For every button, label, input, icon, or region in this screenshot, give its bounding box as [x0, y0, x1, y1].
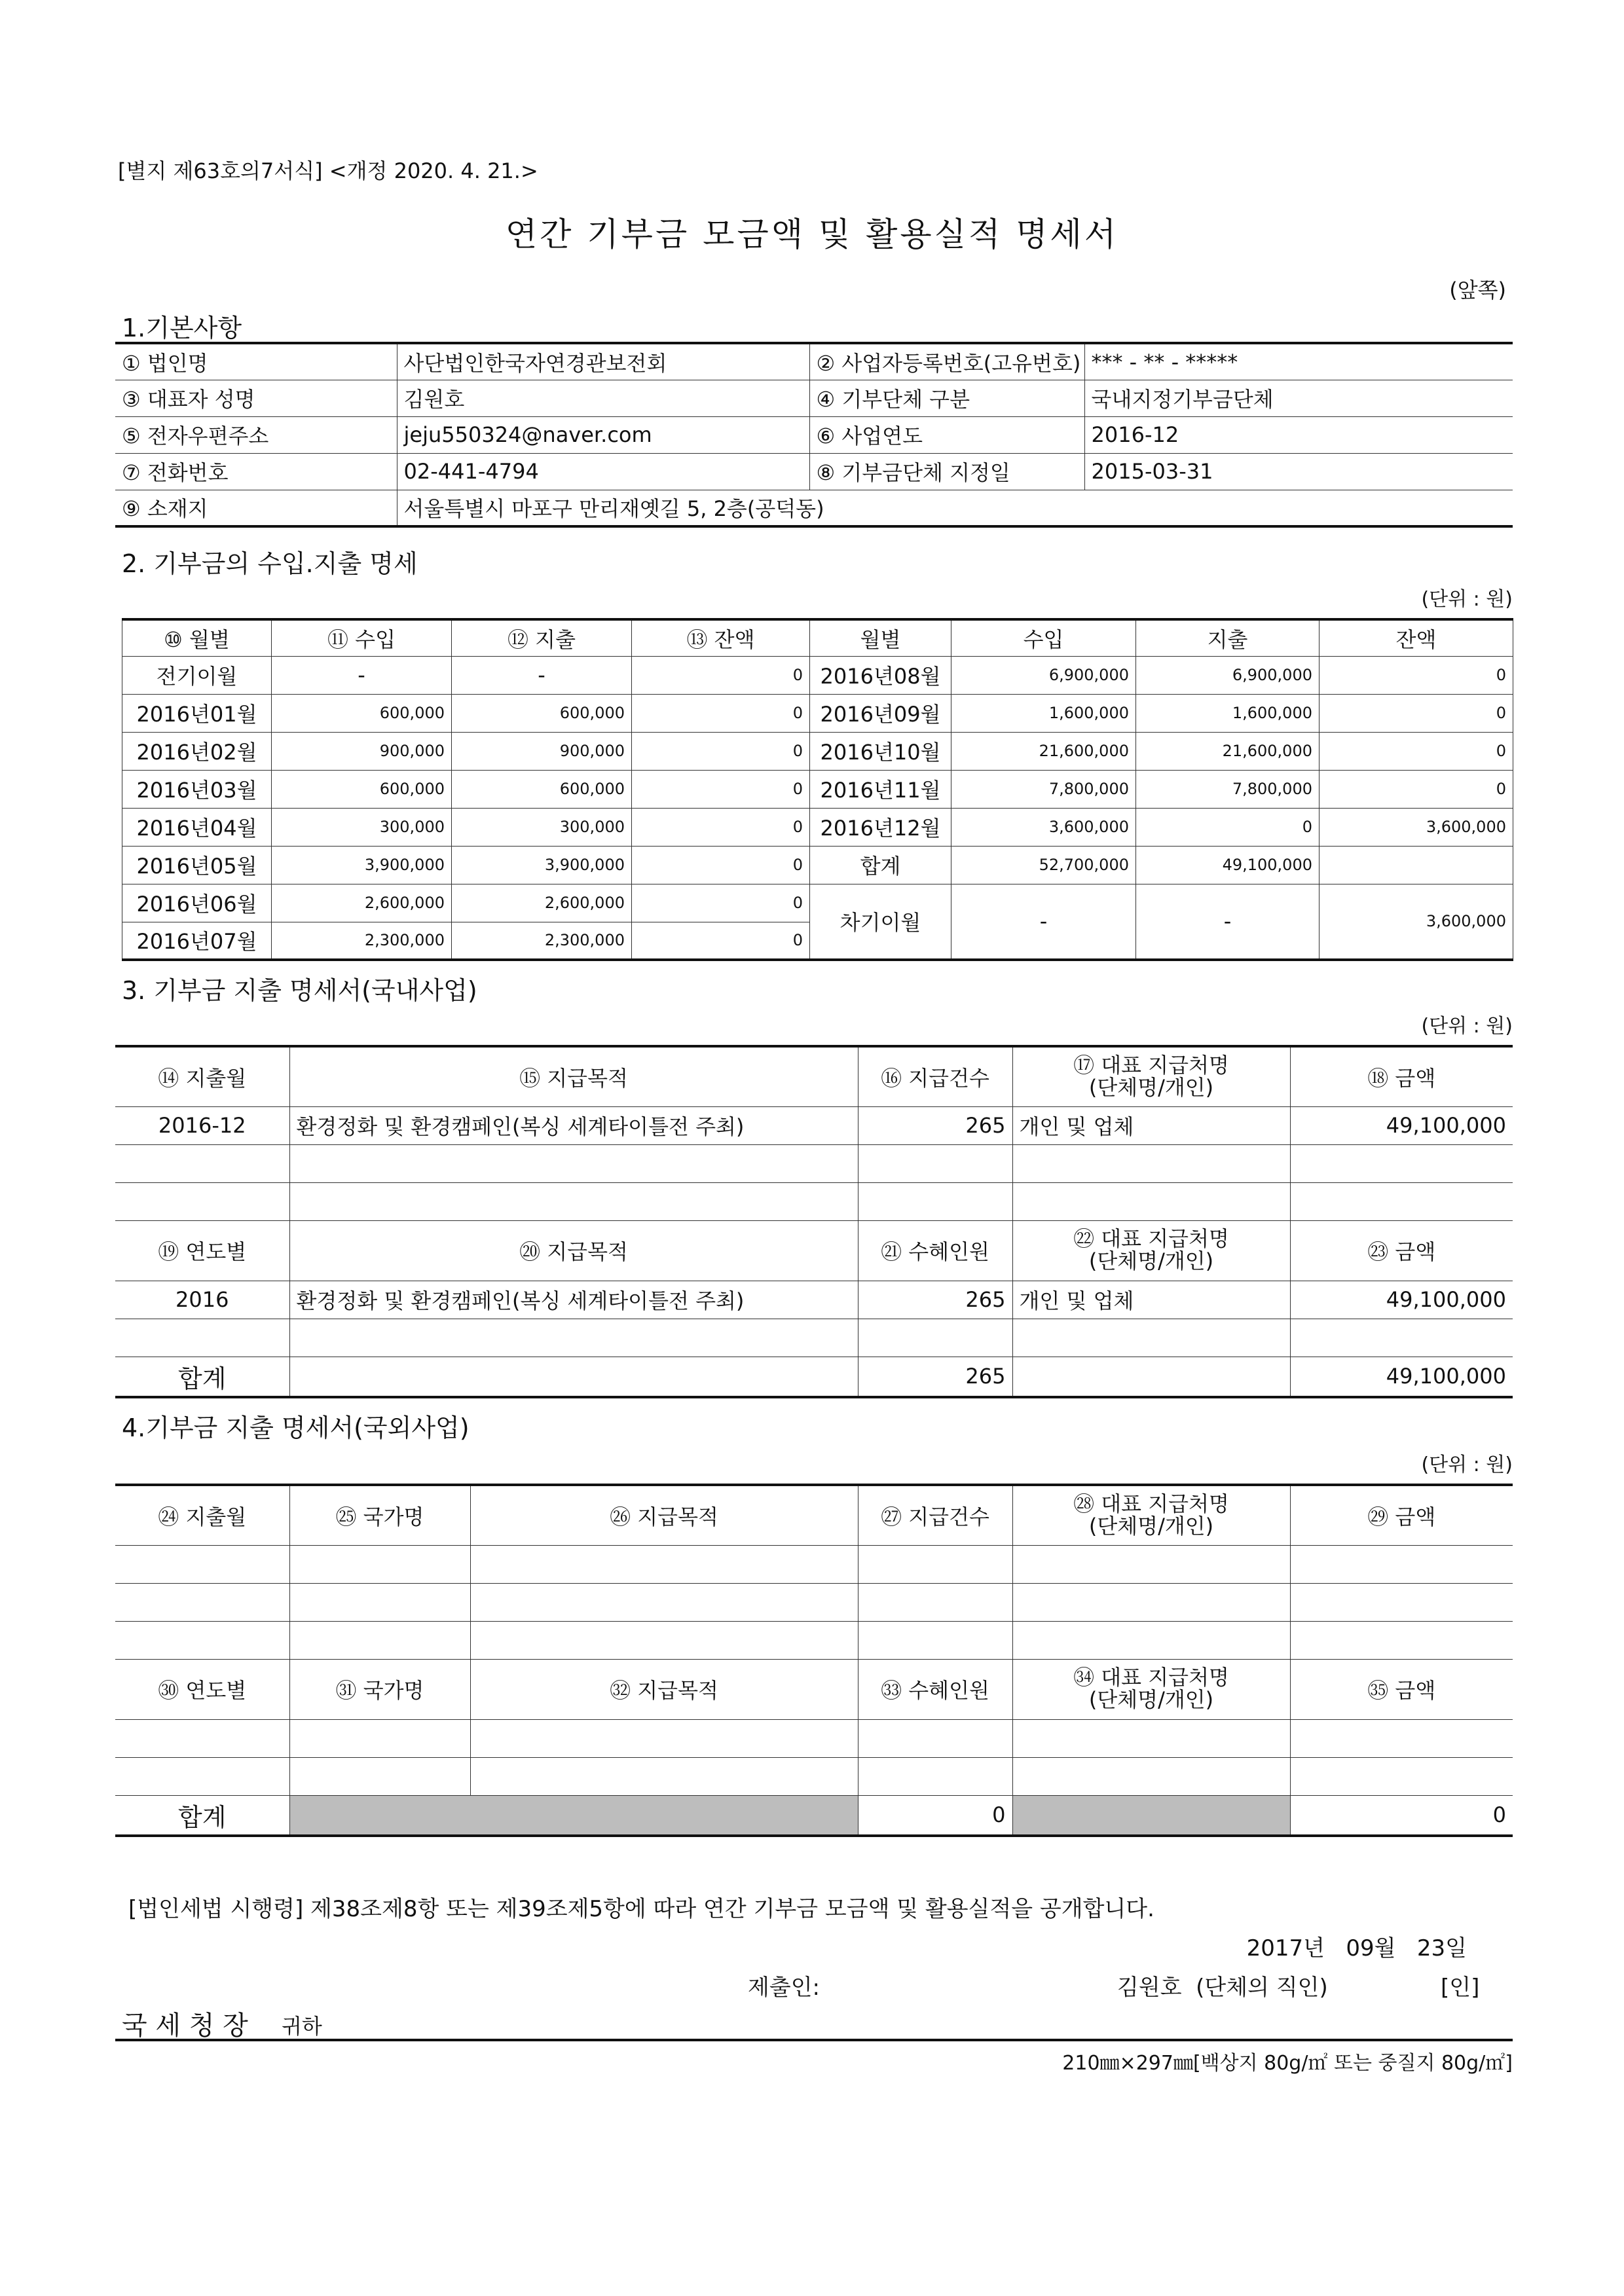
col-header	[1012, 1046, 1290, 1106]
submission-date: 2017년 09월 23일	[1246, 1935, 1467, 1961]
expense-cell: 7,800,000	[1136, 770, 1320, 808]
col-header: ㉟ 금액	[1290, 1659, 1513, 1719]
col-header	[1012, 1485, 1290, 1545]
table-row	[122, 884, 1513, 922]
income-cell: 3,600,000	[951, 808, 1136, 846]
value: jeju550324@naver.com	[397, 416, 809, 453]
balance-cell: 0	[632, 770, 810, 808]
expense-cell: 1,600,000	[1136, 694, 1320, 732]
unit-label: (단위 : 원)	[1421, 588, 1513, 611]
expense-cell: 2,600,000	[452, 884, 632, 922]
purpose-cell: 환경정화 및 환경캠페인(복싱 세계타이틀전 주최)	[289, 1106, 858, 1144]
table-row	[115, 1144, 1513, 1182]
expense-cell: 0	[1136, 808, 1320, 846]
col-header: ㉖ 지급목적	[470, 1485, 858, 1545]
paper-spec: 210㎜×297㎜[백상지 80g/㎡ 또는 중질지 80g/㎡]	[1062, 2052, 1513, 2075]
month-cell: 2016년09월	[810, 694, 951, 732]
total-label: 합계	[115, 1795, 289, 1836]
submitter-name: 김원호 (단체의 직인)	[1117, 1975, 1328, 2001]
info-row	[115, 343, 1513, 380]
table-header-row	[115, 1046, 1513, 1106]
month-cell: 2016년07월	[122, 922, 272, 960]
table-row	[115, 1182, 1513, 1220]
domestic-expense-table	[115, 1045, 1513, 1398]
income-cell: 2,600,000	[272, 884, 452, 922]
table-row	[122, 846, 1513, 884]
total-count: 265	[858, 1357, 1012, 1397]
section3-heading: 3. 기부금 지출 명세서(국내사업)	[122, 976, 477, 1005]
income-total: 52,700,000	[951, 846, 1136, 884]
col-header: ⑪ 수입	[272, 619, 452, 656]
total-row	[115, 1357, 1513, 1397]
table-row	[115, 1545, 1513, 1583]
section4-heading: 4.기부금 지출 명세서(국외사업)	[122, 1413, 470, 1442]
col-header	[1012, 1659, 1290, 1719]
balance-cell: 0	[632, 884, 810, 922]
income-cell: 600,000	[272, 694, 452, 732]
col-header-line: ㉘ 대표 지급처명	[1073, 1491, 1229, 1517]
label: ⑤ 전자우편주소	[115, 416, 397, 453]
table-row	[122, 770, 1513, 808]
table-header-row	[115, 1220, 1513, 1281]
unit-label: (단위 : 원)	[1421, 1015, 1513, 1038]
expense-cell: 900,000	[452, 732, 632, 770]
balance-cell: 0	[1320, 770, 1513, 808]
col-header: ⑳ 지급목적	[289, 1220, 858, 1281]
income-cell: 1,600,000	[951, 694, 1136, 732]
month-cell: 2016년01월	[122, 694, 272, 732]
label: ③ 대표자 성명	[115, 380, 397, 416]
info-row	[115, 490, 1513, 526]
info-row	[115, 380, 1513, 416]
honorific: 귀하	[282, 2014, 322, 2039]
col-header: 수입	[951, 619, 1136, 656]
label: ① 법인명	[115, 343, 397, 380]
col-header: ⑬ 잔액	[632, 619, 810, 656]
month-cell: 2016년11월	[810, 770, 951, 808]
month-cell: 2016년12월	[810, 808, 951, 846]
income-cell: 300,000	[272, 808, 452, 846]
col-header: ㉕ 국가명	[289, 1485, 470, 1545]
col-header: ㉙ 금액	[1290, 1485, 1513, 1545]
col-header: ㉛ 국가명	[289, 1659, 470, 1719]
info-row	[115, 416, 1513, 453]
label: ④ 기부단체 구분	[809, 380, 1084, 416]
table-row	[115, 1281, 1513, 1319]
table-header-row	[115, 1659, 1513, 1719]
total-row	[115, 1795, 1513, 1836]
label: ⑦ 전화번호	[115, 453, 397, 490]
value: 2016-12	[1084, 416, 1513, 453]
col-header: ㉗ 지급건수	[858, 1485, 1012, 1545]
recipient-title: 국 세 청 장	[122, 2011, 248, 2041]
shaded-cell	[289, 1795, 858, 1836]
expense-cell: 2,300,000	[452, 922, 632, 960]
col-header: ㉚ 연도별	[115, 1659, 289, 1719]
section2-heading: 2. 기부금의 수입.지출 명세	[122, 549, 418, 578]
expense-cell: -	[452, 656, 632, 694]
expense-cell: 300,000	[452, 808, 632, 846]
balance-cell: 0	[632, 694, 810, 732]
col-header: ⑩ 월별	[122, 619, 272, 656]
label: ② 사업자등록번호(고유번호)	[809, 343, 1084, 380]
expense-cell: 600,000	[452, 770, 632, 808]
col-header: 월별	[810, 619, 951, 656]
table-row	[115, 1719, 1513, 1757]
table-row	[115, 1583, 1513, 1621]
balance-cell: 0	[632, 656, 810, 694]
balance-cell: 0	[1320, 732, 1513, 770]
carry-forward-balance: 3,600,000	[1320, 884, 1513, 960]
table-row	[122, 694, 1513, 732]
expense-cell: 3,900,000	[452, 846, 632, 884]
balance-cell	[1320, 846, 1513, 884]
income-cell: 7,800,000	[951, 770, 1136, 808]
col-header: 잔액	[1320, 619, 1513, 656]
balance-cell: 0	[632, 808, 810, 846]
section1-heading: 1.기본사항	[122, 314, 242, 342]
unit-label: (단위 : 원)	[1421, 1453, 1513, 1476]
amount-cell: 49,100,000	[1290, 1106, 1513, 1144]
col-header-line: (단체명/개인)	[1088, 1687, 1214, 1712]
table-row	[122, 656, 1513, 694]
footer-divider	[115, 2039, 1513, 2041]
table-row	[122, 732, 1513, 770]
month-cell: 2016년02월	[122, 732, 272, 770]
table-row	[115, 1621, 1513, 1659]
value: 김원호	[397, 380, 809, 416]
form-header: [별지 제63호의7서식] <개정 2020. 4. 21.>	[118, 158, 538, 183]
col-header: ⑱ 금액	[1290, 1046, 1513, 1106]
col-header: ㉑ 수혜인원	[858, 1220, 1012, 1281]
balance-cell: 0	[1320, 656, 1513, 694]
expense-cell: 6,900,000	[1136, 656, 1320, 694]
col-header: ⑯ 지급건수	[858, 1046, 1012, 1106]
beneficiary-count: 265	[858, 1281, 1012, 1319]
count-cell: 265	[858, 1106, 1012, 1144]
col-header: ㉓ 금액	[1290, 1220, 1513, 1281]
col-header: 지출	[1136, 619, 1320, 656]
value: 국내지정기부금단체	[1084, 380, 1513, 416]
expense-cell: 600,000	[452, 694, 632, 732]
col-header: ⑲ 연도별	[115, 1220, 289, 1281]
page-side-label: (앞쪽)	[1449, 278, 1506, 302]
expense-cell: -	[1136, 884, 1320, 960]
month-cell: 2016년05월	[122, 846, 272, 884]
basic-info-table	[115, 342, 1513, 528]
balance-cell: 0	[632, 846, 810, 884]
total-count: 0	[858, 1795, 1012, 1836]
total-amount: 0	[1290, 1795, 1513, 1836]
label: ⑧ 기부금단체 지정일	[809, 453, 1084, 490]
address-value: 서울특별시 마포구 만리재옛길 5, 2층(공덕동)	[397, 490, 1513, 526]
income-cell: 900,000	[272, 732, 452, 770]
info-row	[115, 453, 1513, 490]
shaded-cell	[1012, 1795, 1290, 1836]
value: 2015-03-31	[1084, 453, 1513, 490]
col-header: ㉝ 수혜인원	[858, 1659, 1012, 1719]
table-row	[115, 1319, 1513, 1357]
income-cell: 6,900,000	[951, 656, 1136, 694]
total-amount: 49,100,000	[1290, 1357, 1513, 1397]
monthly-income-table	[122, 618, 1513, 961]
table-row	[115, 1106, 1513, 1144]
col-header-line: (단체명/개인)	[1088, 1074, 1214, 1100]
expense-month: 2016-12	[115, 1106, 289, 1144]
month-cell: 2016년06월	[122, 884, 272, 922]
value: 02-441-4794	[397, 453, 809, 490]
expense-total: 49,100,000	[1136, 846, 1320, 884]
col-header-line: ⑰ 대표 지급처명	[1073, 1053, 1229, 1078]
total-label: 합계	[115, 1357, 289, 1397]
table-header-row	[122, 619, 1513, 656]
amount-cell: 49,100,000	[1290, 1281, 1513, 1319]
col-header: ⑭ 지출월	[115, 1046, 289, 1106]
purpose-cell: 환경정화 및 환경캠페인(복싱 세계타이틀전 주최)	[289, 1281, 858, 1319]
total-label: 합계	[810, 846, 951, 884]
col-header: ㉔ 지출월	[115, 1485, 289, 1545]
month-cell: 2016년04월	[122, 808, 272, 846]
col-header-line: ㉒ 대표 지급처명	[1073, 1226, 1229, 1252]
expense-cell: 21,600,000	[1136, 732, 1320, 770]
balance-cell: 0	[632, 922, 810, 960]
income-cell: -	[951, 884, 1136, 960]
income-cell: 21,600,000	[951, 732, 1136, 770]
balance-cell: 0	[1320, 694, 1513, 732]
recipient-cell: 개인 및 업체	[1012, 1106, 1290, 1144]
month-cell: 2016년10월	[810, 732, 951, 770]
year-cell: 2016	[115, 1281, 289, 1319]
overseas-expense-table	[115, 1484, 1513, 1837]
recipient-cell: 개인 및 업체	[1012, 1281, 1290, 1319]
col-header	[1012, 1220, 1290, 1281]
month-cell: 2016년03월	[122, 770, 272, 808]
month-cell: 전기이월	[122, 656, 272, 694]
label: ⑨ 소재지	[115, 490, 397, 526]
month-cell: 2016년08월	[810, 656, 951, 694]
col-header: ⑮ 지급목적	[289, 1046, 858, 1106]
col-header-line: (단체명/개인)	[1088, 1248, 1214, 1273]
col-header: ㉜ 지급목적	[470, 1659, 858, 1719]
value: *** - ** - *****	[1084, 343, 1513, 380]
col-header: ⑫ 지출	[452, 619, 632, 656]
submitter-label: 제출인:	[748, 1975, 820, 2001]
table-row	[115, 1757, 1513, 1795]
col-header-line: ㉞ 대표 지급처명	[1073, 1665, 1229, 1690]
carry-forward-label: 차기이월	[810, 884, 951, 960]
income-cell: 2,300,000	[272, 922, 452, 960]
balance-cell: 3,600,000	[1320, 808, 1513, 846]
table-header-row	[115, 1485, 1513, 1545]
seal-mark: [인]	[1441, 1975, 1480, 2001]
label: ⑥ 사업연도	[809, 416, 1084, 453]
income-cell: -	[272, 656, 452, 694]
income-cell: 3,900,000	[272, 846, 452, 884]
legal-notice: [법인세법 시행령] 제38조제8항 또는 제39조제5항에 따라 연간 기부금 모금액 및 활용실적을 공개합니다.	[128, 1896, 1154, 1922]
income-cell: 600,000	[272, 770, 452, 808]
value: 사단법인한국자연경관보전회	[397, 343, 809, 380]
page-title: 연간 기부금 모금액 및 활용실적 명세서	[505, 215, 1119, 253]
table-row	[122, 808, 1513, 846]
col-header-line: (단체명/개인)	[1088, 1513, 1214, 1539]
balance-cell: 0	[632, 732, 810, 770]
